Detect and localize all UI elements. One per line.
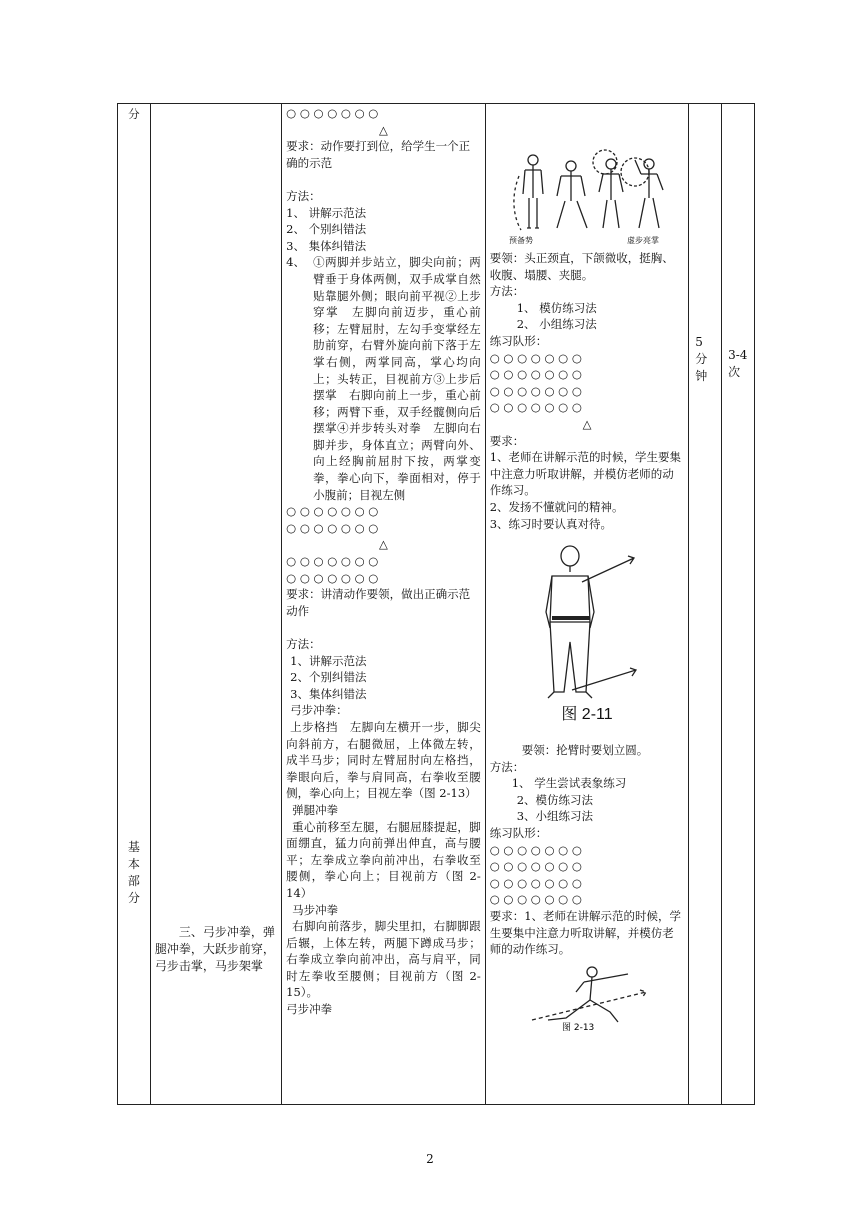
formation-row: ○ ○ ○ ○ ○ ○ ○	[489, 400, 582, 415]
paragraph: 右脚向前落步，脚尖里扣，右脚脚跟后辗，上体左转，两腿下蹲成马步；右拳成立拳向前冲出，高与肩平，同时左拳收至腰侧；目视前方（图 2-15）。	[286, 919, 481, 1000]
method-item: 3、 集体纠错法	[286, 238, 367, 253]
formation-title: 练习队形：	[489, 333, 548, 348]
subheading: 弹腿冲拳	[292, 802, 339, 817]
method-item: 2、 个别纠错法	[286, 222, 367, 237]
method-title: 方法：	[286, 637, 321, 651]
method-item: 1、 讲解示范法	[286, 205, 367, 220]
formation-row: ○ ○ ○ ○ ○ ○ ○	[489, 875, 582, 890]
formation-row: ○ ○ ○ ○ ○ ○ ○	[286, 504, 379, 519]
time-value: 5 分 钟	[695, 335, 708, 383]
method-item: 1、 学生尝试表象练习	[511, 776, 627, 791]
method-title: 方法：	[489, 759, 525, 774]
requirement-item: 2、发扬不懂就问的精神。	[489, 499, 624, 514]
formation-row: ○ ○ ○ ○ ○ ○ ○	[489, 842, 582, 857]
svg-text:图 2-13: 图 2-13	[562, 1022, 595, 1032]
svg-text:预备势: 预备势	[509, 236, 533, 245]
method-item: 2、模仿练习法	[516, 792, 594, 807]
formation-row: ○ ○ ○ ○ ○ ○ ○	[489, 367, 582, 382]
formation-row: ○ ○ ○ ○ ○ ○ ○	[286, 570, 379, 585]
teacher-triangle: △	[582, 416, 592, 431]
subheading: 弓步冲拳：	[290, 703, 348, 718]
student-cell	[485, 104, 689, 1105]
svg-text:虚步亮掌: 虚步亮掌	[627, 236, 659, 245]
step4-text: ①两脚并步站立，脚尖向前；两臂垂于身体两侧，双手成掌自然贴靠腿外侧；眼向前平视②上步穿掌 左脚向前迈步，重心前移；左臂屈肘，左勾手变掌经左肋前穿，右臂外旋向前下落于左掌右侧，两掌同高，掌心均向上；头转正，目视前方③上步后摆掌 右脚向前上一步，重心前移；两臂下垂，双手经髋侧向后摆掌④并步转头对拳 左脚向右脚并步，身体直立；两臂向外、向上经胸前屈肘下按，两掌变拳，拳心向下，拳面相对，停于小腹前；目视左侧	[313, 255, 481, 502]
teacher-cell	[282, 104, 486, 1105]
step4-block: 4、 ①两脚并步站立，脚尖向前；两臂垂于身体两侧，双手成掌自然贴靠腿外侧；眼向前平视②上步穿掌 左脚向前迈步，重心前移；左臂屈肘，左勾手变掌经左肋前穿，右臂外旋向前下落于左掌右侧，两掌同高，掌心均向上；头转正，目视前方③上步后摆掌 右脚向前上一步，重心前移；两臂下垂，双手经髋侧向后摆掌④并步转头对拳 左脚向右脚并步，身体直立；两臂向外、向上经胸前屈肘下按，两掌变拳，拳心向下，拳面相对，停于小腹前；目视左侧	[286, 255, 481, 502]
key-point-text: 要领：抡臂时要划立圆。	[521, 743, 649, 758]
formation-row: ○ ○ ○ ○ ○ ○ ○	[489, 859, 582, 874]
figure-2-11	[532, 542, 642, 700]
formation-row: ○ ○ ○ ○ ○ ○ ○	[489, 892, 582, 907]
method-item: 3、小组练习法	[516, 809, 594, 824]
time-cell	[689, 104, 722, 1105]
paragraph: 上步格挡 左脚向左横开一步，脚尖向斜前方，右腿微屈，上体微左转，成半马步；同时左臂屈肘向左格挡，拳眼向后，拳与肩同高，右拳收至腰侧，拳心向上；目视左拳（图 2-13）	[286, 719, 481, 801]
subheading: 马步冲拳	[292, 902, 339, 917]
requirement-text: 要求：讲清动作要领，做出正确示范动作	[286, 587, 471, 618]
count-cell	[722, 104, 755, 1105]
lesson-plan-table	[117, 103, 755, 1105]
key-point-text: 要领：头正颈直，下颌微收，挺胸、收腹、塌腰、夹腿。	[489, 251, 674, 282]
requirement-item: 1、老师在讲解示范的时候，学生要集中注意力听取讲解，并模仿老师的动作练习。	[489, 450, 682, 498]
figure-caption: 图 2-11	[561, 706, 613, 724]
figure-2-13	[522, 962, 652, 1032]
requirement-text: 要求：动作要打到位，给学生一个正确的示范	[286, 139, 471, 170]
formation-row: ○ ○ ○ ○ ○ ○ ○	[489, 383, 582, 398]
requirement-item: 3、练习时要认真对待。	[489, 516, 613, 531]
count-value: 3-4 次	[728, 348, 748, 379]
section-cell	[118, 104, 151, 1105]
requirement-text: 要求：1、老师在讲解示范的时候，学生要集中注意力听取讲解，并模仿老师的动作练习。	[489, 909, 682, 957]
method-item: 3、集体纠错法	[290, 686, 367, 701]
formation-row: ○ ○ ○ ○ ○ ○ ○	[489, 350, 582, 365]
page-number: 2	[426, 1152, 434, 1166]
item-cell	[150, 104, 281, 1105]
formation-row: ○ ○ ○ ○ ○ ○ ○	[286, 554, 379, 569]
subheading: 弓步冲拳	[286, 1002, 333, 1017]
paragraph: 重心前移至左腿，右腿屈膝提起，脚面绷直，猛力向前弹出伸直，高与腰平；左拳成立拳向前冲出，右拳收至腰侧，拳心向上；目视前方（图 2-14）	[286, 819, 481, 900]
method-item: 2、 小组练习法	[516, 317, 597, 332]
formation-row: ○ ○ ○ ○ ○ ○ ○	[286, 520, 379, 535]
method-item: 1、 模仿练习法	[516, 300, 597, 315]
section-top-char: 分	[128, 107, 140, 121]
requirement-title: 要求：	[489, 433, 525, 448]
formation-title: 练习队形：	[489, 826, 548, 841]
item-text: 三、弓步冲拳，弹腿冲拳，大跃步前穿，弓步击掌，马步架掌	[154, 925, 275, 973]
figure-prep-stance	[499, 146, 675, 246]
teacher-triangle: △	[379, 122, 388, 137]
method-title: 方法：	[286, 188, 321, 203]
teacher-triangle: △	[379, 537, 388, 552]
formation-row: ○ ○ ○ ○ ○ ○ ○	[286, 106, 379, 120]
method-title: 方法：	[489, 284, 525, 299]
method-item: 1、讲解示范法	[290, 653, 367, 668]
section-label-basic: 基 本 部 分	[127, 840, 140, 905]
method-item: 2、个别纠错法	[290, 670, 367, 685]
